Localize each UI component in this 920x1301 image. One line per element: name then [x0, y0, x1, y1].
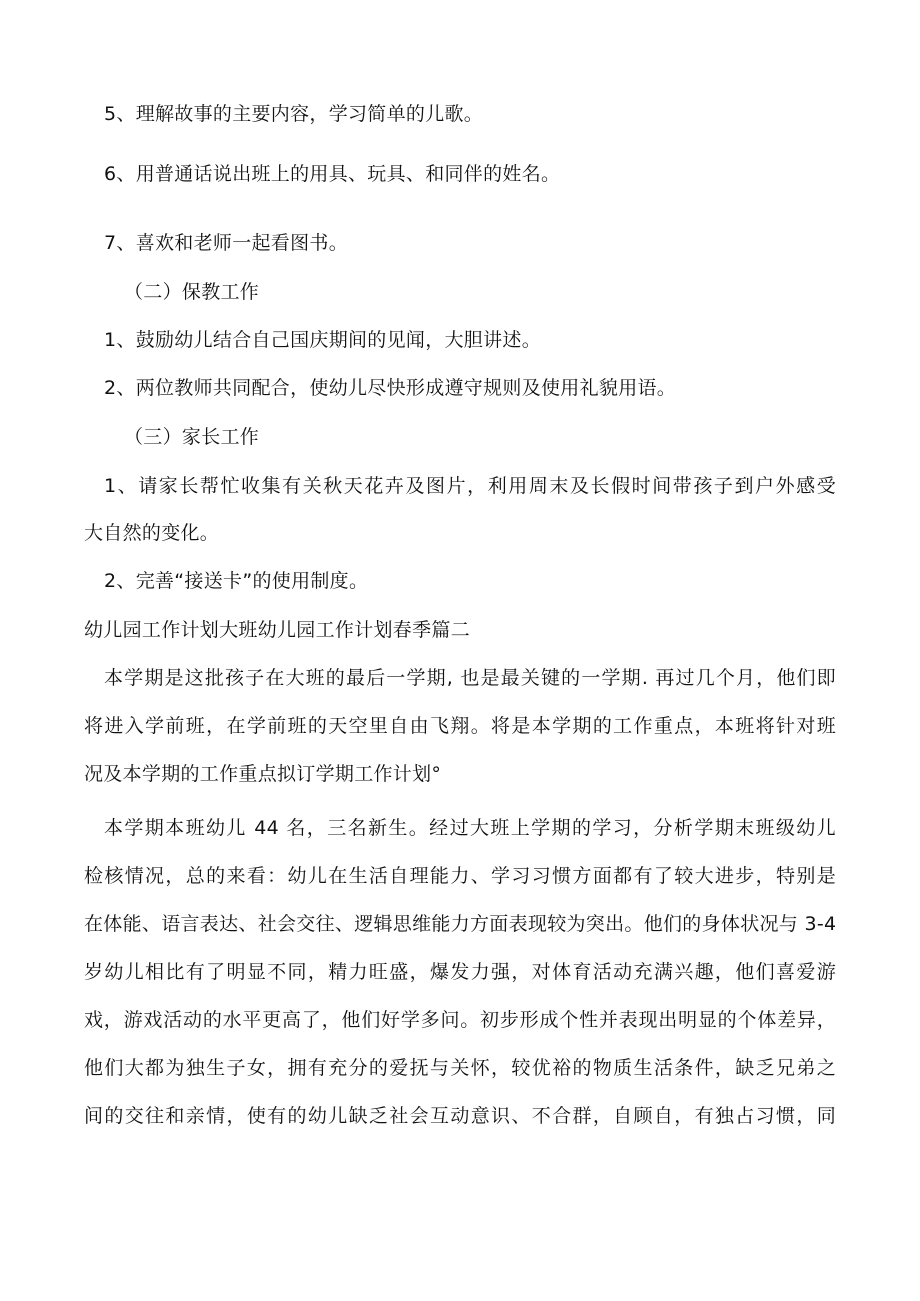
- paragraph-2-line-3: 在体能、语言表达、社会交往、逻辑思维能力方面表现较为突出。他们的身体状况与 3-4: [84, 913, 837, 935]
- care-item-1: 1、鼓励幼儿结合自己国庆期间的见闻，大胆讲述。: [104, 329, 541, 351]
- section-title-plan-part-two: 幼儿园工作计划大班幼儿园工作计划春季篇二: [84, 619, 471, 641]
- care-item-2: 2、两位教师共同配合，使幼儿尽快形成遵守规则及使用礼貌用语。: [104, 377, 677, 399]
- paragraph-1-line-2: 将进入学前班，在学前班的天空里自由飞翔。将是本学期的工作重点，本班将针对班: [84, 715, 836, 737]
- paragraph-2-line-7: 间的交往和亲情，使有的幼儿缺乏社会互动意识、不合群，自顾自，有独占习惯，同: [84, 1105, 836, 1127]
- list-item-6: 6、用普通话说出班上的用具、玩具、和同伴的姓名。: [104, 163, 561, 185]
- paragraph-2-line-4: 岁幼儿相比有了明显不同，精力旺盛，爆发力强，对体育活动充满兴趣，他们喜爱游: [84, 961, 836, 983]
- parent-item-1-line-1: 1、请家长帮忙收集有关秋天花卉及图片，利用周末及长假时间带孩子到户外感受: [104, 475, 836, 497]
- list-item-7: 7、喜欢和老师一起看图书。: [104, 232, 348, 254]
- paragraph-2-line-1: 本学期本班幼儿 44 名，三名新生。经过大班上学期的学习，分析学期末班级幼儿: [104, 817, 836, 839]
- section-heading-care-education: （二）保教工作: [124, 281, 260, 303]
- paragraph-1-line-1: 本学期是这批孩子在大班的最后一学期, 也是最关键的一学期. 再过几个月，他们即: [104, 667, 836, 689]
- parent-item-1-line-2: 大自然的变化。: [84, 522, 220, 544]
- paragraph-2-line-6: 他们大都为独生子女，拥有充分的爱抚与关怀，较优裕的物质生活条件，缺乏兄弟之: [84, 1057, 836, 1079]
- list-item-5: 5、理解故事的主要内容，学习简单的儿歌。: [104, 103, 484, 125]
- paragraph-2-line-2: 检核情况，总的来看：幼儿在生活自理能力、学习习惯方面都有了较大进步，特别是: [84, 865, 836, 887]
- parent-item-2: 2、完善“接送卡”的使用制度。: [104, 570, 369, 592]
- paragraph-2-line-5: 戏，游戏活动的水平更高了，他们好学多问。初步形成个性并表现出明显的个体差异，: [84, 1009, 836, 1031]
- paragraph-1-line-3: 况及本学期的工作重点拟订学期工作计划°: [84, 763, 442, 785]
- section-heading-parent-work: （三）家长工作: [124, 426, 260, 448]
